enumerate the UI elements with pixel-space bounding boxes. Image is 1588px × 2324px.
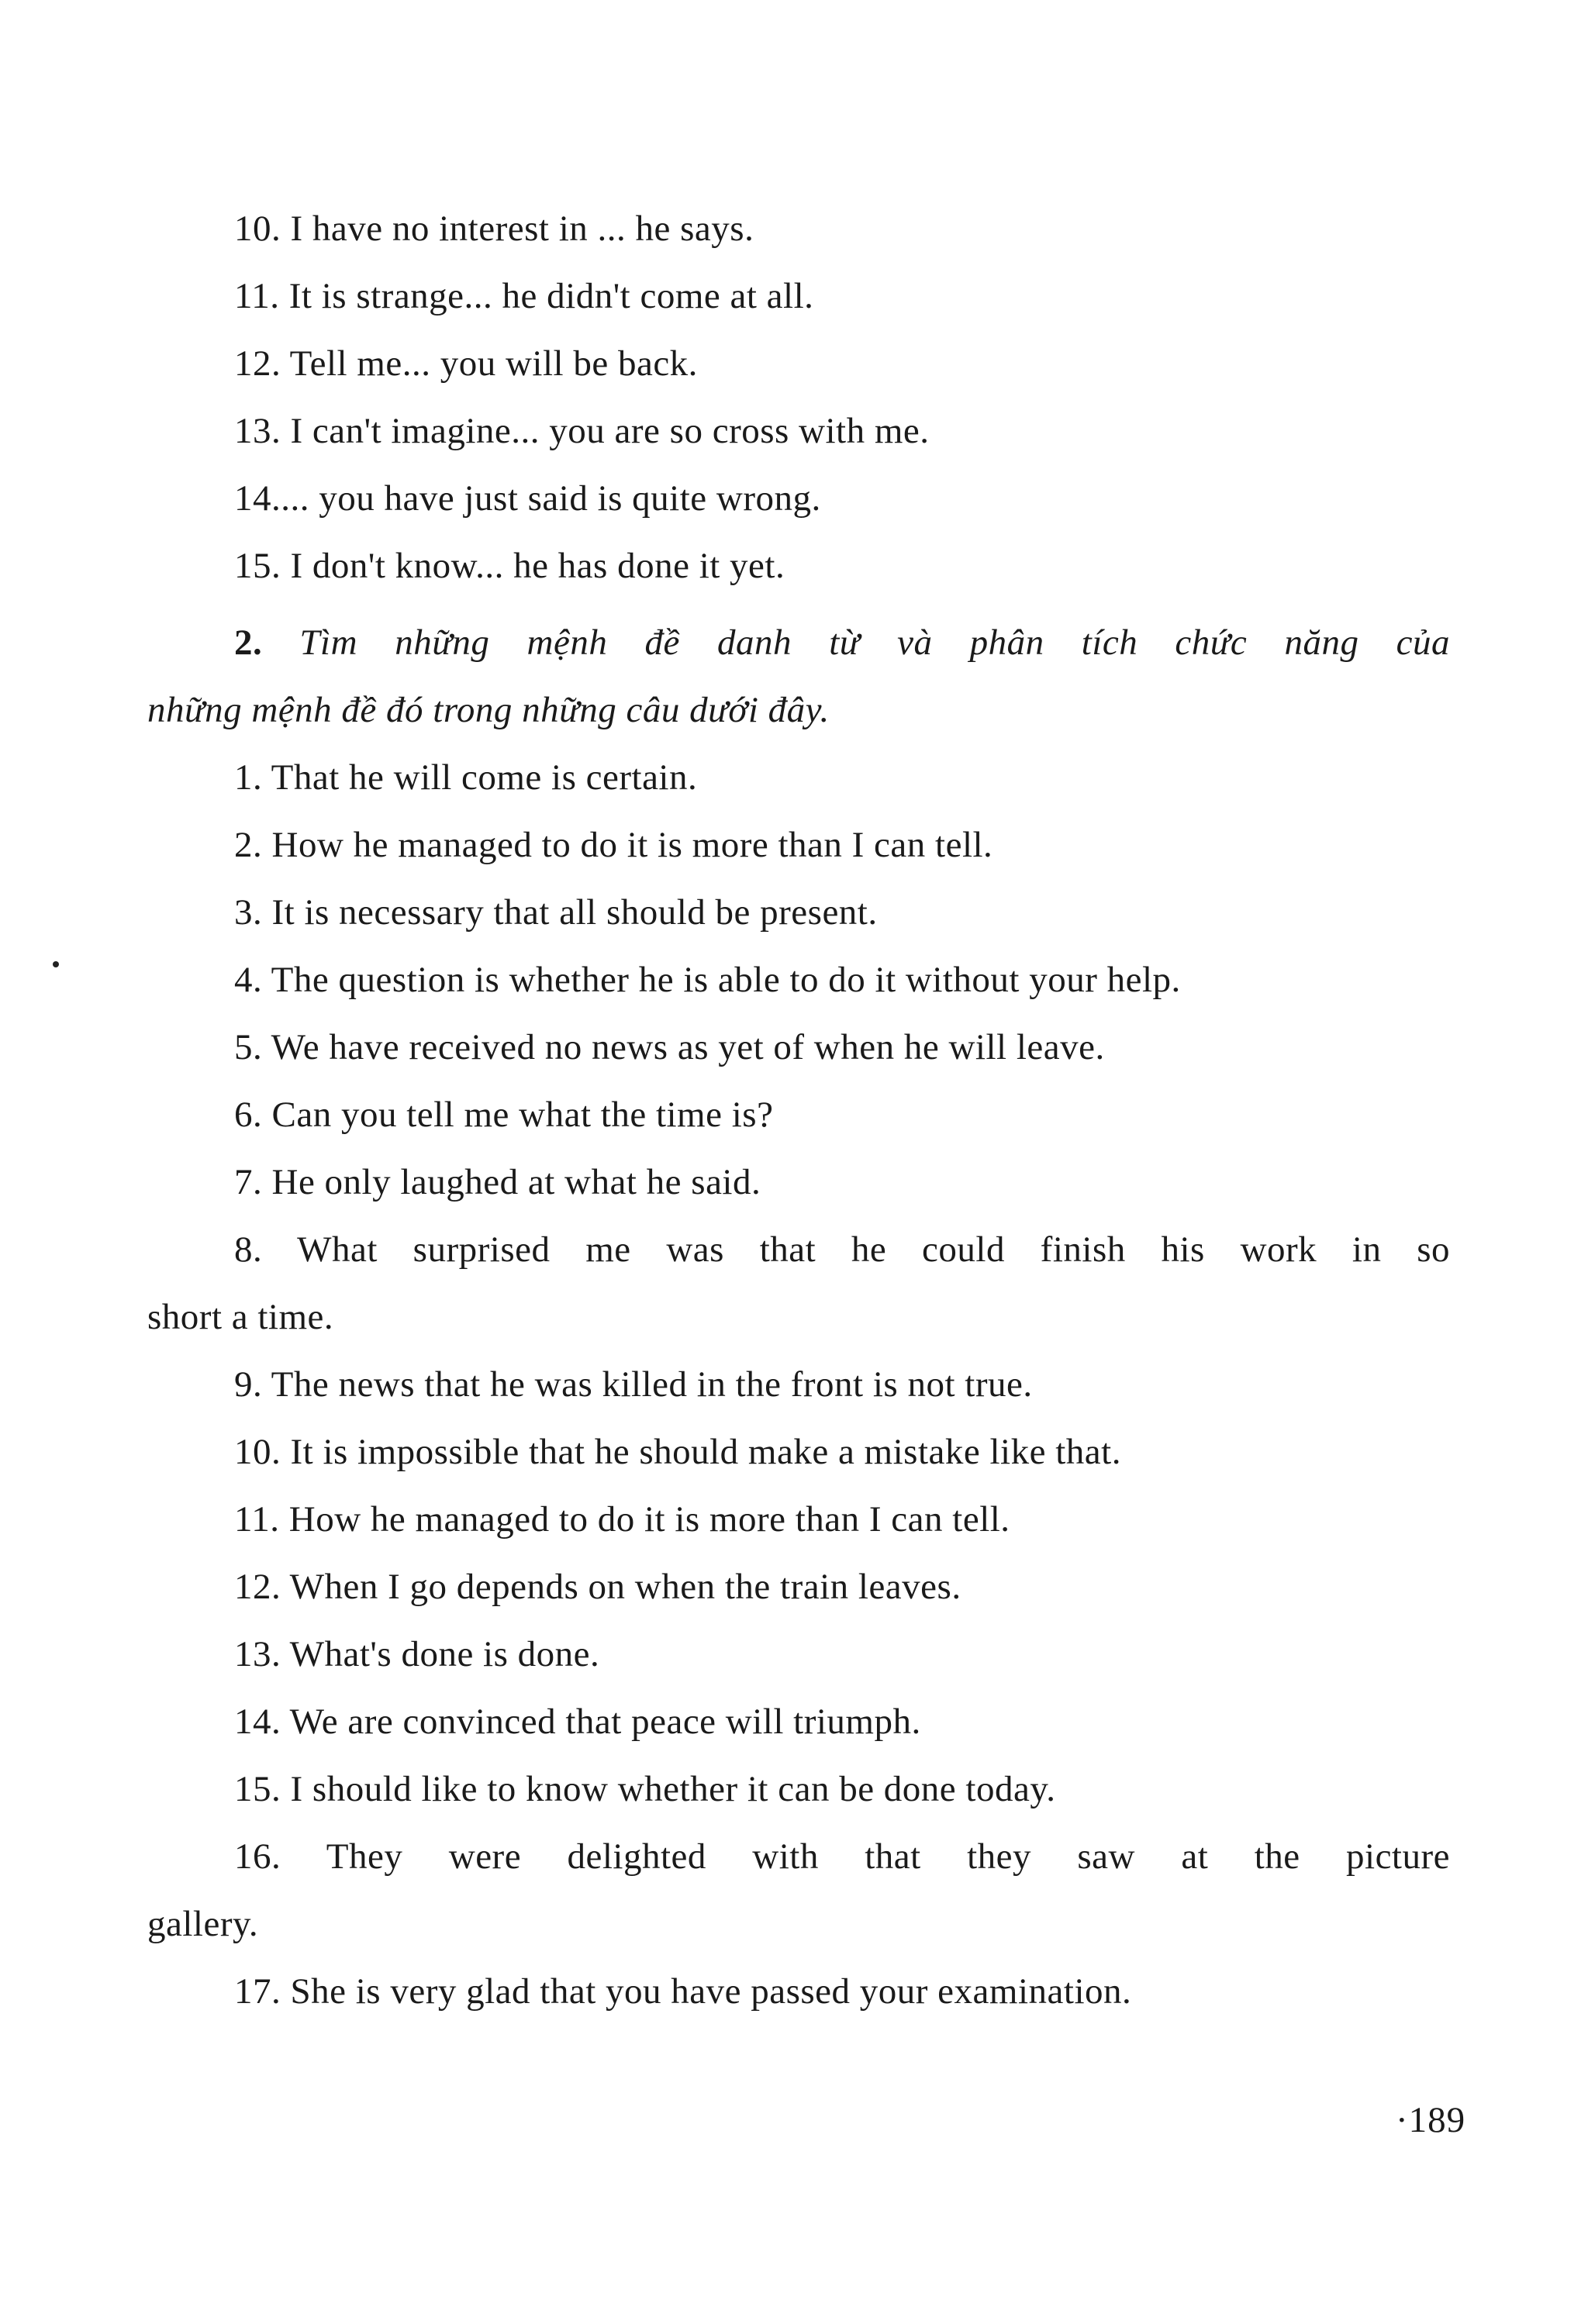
ex1-item-14: 14.... you have just said is quite wrong. <box>234 478 821 519</box>
exercise-2-heading <box>147 609 1450 744</box>
exercise-2-instruction-text-2: những mệnh đề đó trong những câu dưới đây. <box>147 690 830 730</box>
ex2-item-16-line-2: gallery. <box>147 1904 259 1944</box>
ex2-item-6: 6. Can you tell me what the time is? <box>234 1095 774 1135</box>
ex2-item-17: 17. She is very glad that you have passed your examination. <box>234 1971 1132 2012</box>
ex2-item-9: 9. The news that he was killed in the front is not true. <box>234 1364 1033 1405</box>
ex2-item-13: 13. What's done is done. <box>234 1634 600 1674</box>
ex2-item-7: 7. He only laughed at what he said. <box>234 1162 761 1202</box>
ex1-item-12: 12. Tell me... you will be back. <box>234 343 698 384</box>
ex2-item-15: 15. I should like to know whether it can be done today. <box>234 1769 1056 1809</box>
scan-speck <box>53 961 59 967</box>
ex2-item-3: 3. It is necessary that all should be present. <box>234 892 878 933</box>
ex1-item-11: 11. It is strange... he didn't come at all. <box>234 276 814 316</box>
ex1-item-15: 15. I don't know... he has done it yet. <box>234 546 785 586</box>
ex2-item-1: 1. That he will come is certain. <box>234 757 698 798</box>
ex2-item-11: 11. How he managed to do it is more than I can tell. <box>234 1499 1010 1540</box>
ex2-item-5: 5. We have received no news as yet of when he will leave. <box>234 1027 1105 1067</box>
ex2-item-10: 10. It is impossible that he should make a mistake like that. <box>234 1432 1121 1472</box>
ex2-item-14: 14. We are convinced that peace will triumph. <box>234 1702 921 1742</box>
exercise-2-instruction-line-1 <box>147 609 1450 677</box>
ex1-item-10: 10. I have no interest in ... he says. <box>234 209 754 249</box>
ex2-item-4: 4. The question is whether he is able to do it without your help. <box>234 960 1181 1000</box>
ex2-item-8-line-1: 8. What surprised me was that he could finish his work in so <box>234 1229 1450 1270</box>
exercise-2-number: 2. <box>234 622 263 663</box>
ex2-item-8-line-2: short a time. <box>147 1297 334 1337</box>
ex2-item-12: 12. When I go depends on when the train leaves. <box>234 1567 961 1607</box>
ex1-item-13: 13. I can't imagine... you are so cross with me. <box>234 411 930 451</box>
page-content <box>147 195 1450 2026</box>
ex2-item-2: 2. How he managed to do it is more than I can tell. <box>234 825 993 865</box>
ex2-item-16-line-1: 16. They were delighted with that they saw at the picture <box>234 1836 1450 1877</box>
exercise-2-instruction-text-1: Tìm những mệnh đề danh từ và phân tích chức năng của <box>299 622 1450 663</box>
exercise-2-instruction-line-2 <box>147 677 1450 744</box>
page-number: ·189 <box>1396 2100 1466 2140</box>
